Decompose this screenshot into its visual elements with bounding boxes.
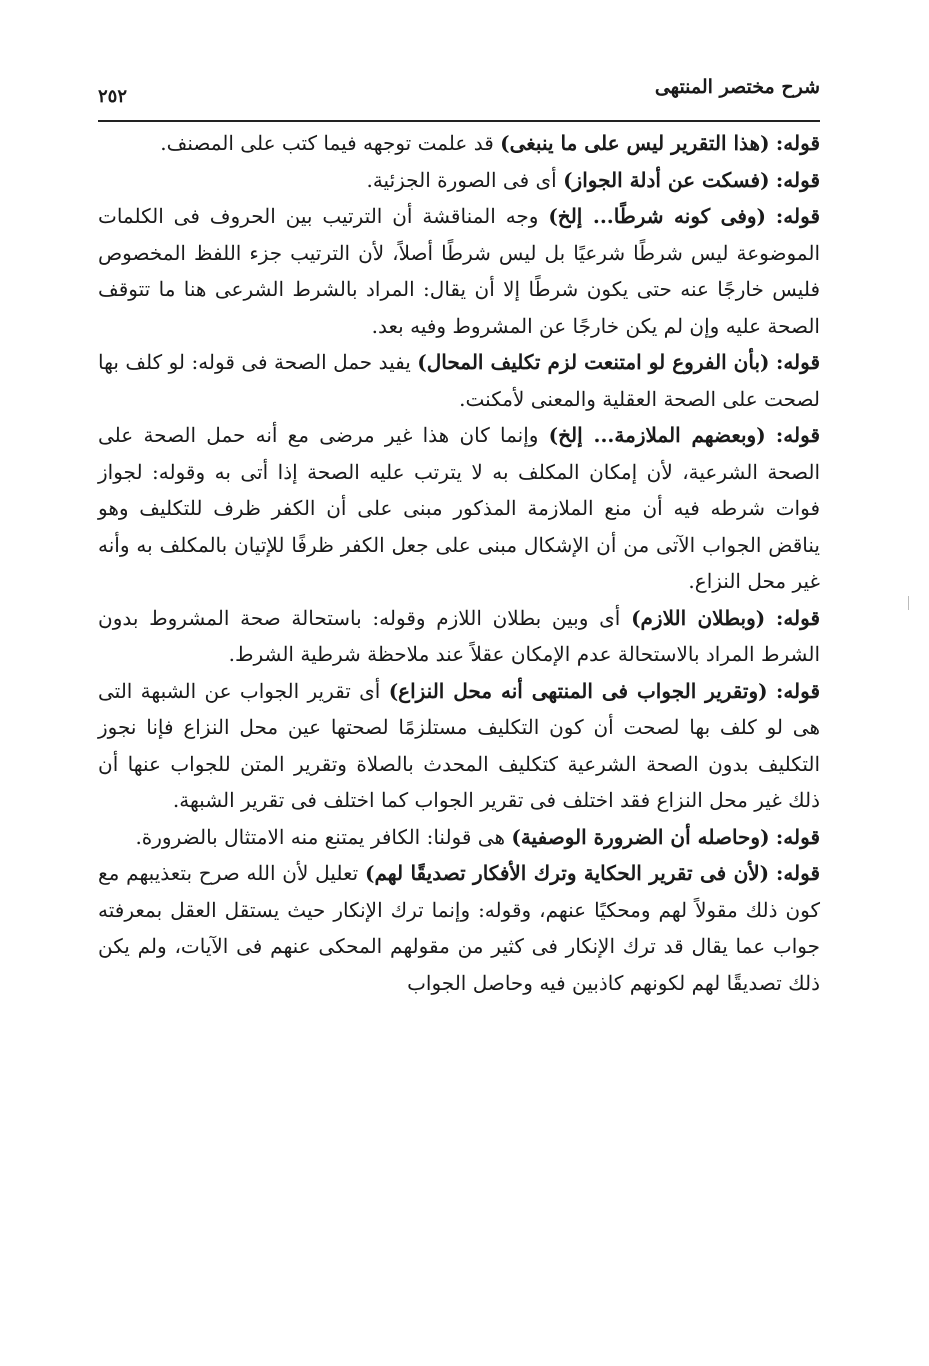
- quoted-phrase: (فسكت عن أدلة الجواز): [563, 167, 770, 192]
- commentary-body: [98, 125, 820, 1001]
- entry-text: أى تقرير الجواب عن الشبهة التى هى لو كلف بها لصحت أن كون التكليف مستلزمًا لصحتها عين محل النزاع فإنا نجوز التكليف بدون الصحة الشرعية كتكليف المحدث بالصلاة وتقرير المتن للجواب عنها أن ذلك غير محل النزاع فقد اختلف فى تقرير الجواب كما اختلف فى تقرير الشبهة.: [98, 678, 820, 812]
- running-title: شرح مختصر المنتهى: [654, 76, 820, 98]
- entry-text: يفيد حمل الصحة فى قوله: لو كلف بها لصحت على الصحة العقلية والمعنى لأمكنت.: [98, 350, 820, 411]
- quoted-phrase: (هذا التقرير ليس على ما ينبغى): [500, 131, 770, 155]
- commentary-entry: [98, 855, 820, 1001]
- quoted-phrase: (وفى كونه شرطًا... إلخ): [548, 204, 767, 228]
- page-number: ٢٥٢: [98, 86, 128, 107]
- entry-text: هى قولنا: الكافر يمتنع منه الامتثال بالضرورة.: [135, 824, 506, 849]
- commentary-entry: [98, 819, 820, 856]
- entry-marker: قوله:: [775, 204, 821, 228]
- header-rule: [98, 120, 820, 122]
- entry-marker: قوله:: [775, 131, 820, 155]
- entry-text: تعليل لأن الله صرح بتعذيبهم مع كون ذلك مقولاً لهم ومحكيًا عنهم، وقوله: وإنما ترك الإنكار حيث يستقل العقل بمعرفته جواب عما يقال قد ترك الإنكار فى كثير من مقولهم المحكى عنهم فى الآيات، ولم يكن ذلك تصديقًا لهم لكونهم كاذبين فيه وحاصل الجواب: [98, 861, 820, 995]
- commentary-entry: [98, 417, 820, 600]
- quoted-phrase: (لأن فى تقرير الحكاية وترك الأفكار تصديقًا لهم): [364, 861, 770, 885]
- scan-edge-mark: [908, 596, 909, 610]
- quoted-phrase: (وتقرير الجواب فى المنتهى أنه محل النزاع): [388, 678, 768, 703]
- commentary-entry: [98, 198, 820, 344]
- entry-marker: قوله:: [775, 605, 821, 630]
- commentary-entry: [98, 162, 820, 199]
- entry-text: قد علمت توجهه فيما كتب على المصنف.: [160, 131, 494, 155]
- commentary-entry: [98, 344, 820, 417]
- quoted-phrase: (وبعضهم الملازمة... إلخ): [548, 423, 766, 447]
- commentary-entry: [98, 600, 820, 673]
- page-header: [98, 74, 820, 108]
- entry-text: وإنما كان هذا غير مرضى مع أنه حمل الصحة على الصحة الشرعية، لأن إمكان المكلف به لا يترتب عليه الصحة إذا أتى به وقوله: لجواز فوات شرطه فيه أن منع الملازمة المذكور مبنى على أن الكفر ظرف للتكليف وهو يناقض الجواب الآتى من أن الإشكال مبنى على جعل الكفر ظرفًا للإتيان بالمكلف به وأنه غير محل النزاع.: [98, 423, 820, 593]
- entry-text: أى وبين بطلان اللازم وقوله: باستحالة صحة المشروط بدون الشرط المراد بالاستحالة عدم الإمكان عقلاً عند ملاحظة شرطية الشرط.: [98, 605, 820, 666]
- entry-marker: قوله:: [775, 678, 821, 703]
- entry-marker: قوله:: [775, 167, 820, 192]
- entry-marker: قوله:: [775, 423, 821, 447]
- entry-marker: قوله:: [775, 350, 821, 374]
- quoted-phrase: (بأن الفروع لو امتنعت لزم تكليف المحال): [417, 350, 770, 374]
- commentary-entry: [98, 125, 820, 162]
- entry-text: وجه المناقشة أن الترتيب بين الحروف فى الكلمات الموضوعة ليس شرطًا شرعيًا بل ليس شرطًا أصلاً، لأن الترتيب جزء اللفظ المخصوص فليس خارجًا عنه حتى يكون شرطًا إلا أن يقال: المراد بالشرط الشرعى هنا ما تتوقف الصحة عليه وإن لم يكن خارجًا عن المشروط وفيه بعد.: [98, 204, 820, 338]
- commentary-entry: [98, 673, 820, 819]
- entry-text: أى فى الصورة الجزئية.: [366, 167, 557, 192]
- entry-marker: قوله:: [775, 861, 821, 885]
- quoted-phrase: (وحاصله أن الضرورة الوصفية): [511, 824, 770, 849]
- entry-marker: قوله:: [775, 824, 820, 849]
- quoted-phrase: (وبطلان اللازم): [631, 605, 766, 630]
